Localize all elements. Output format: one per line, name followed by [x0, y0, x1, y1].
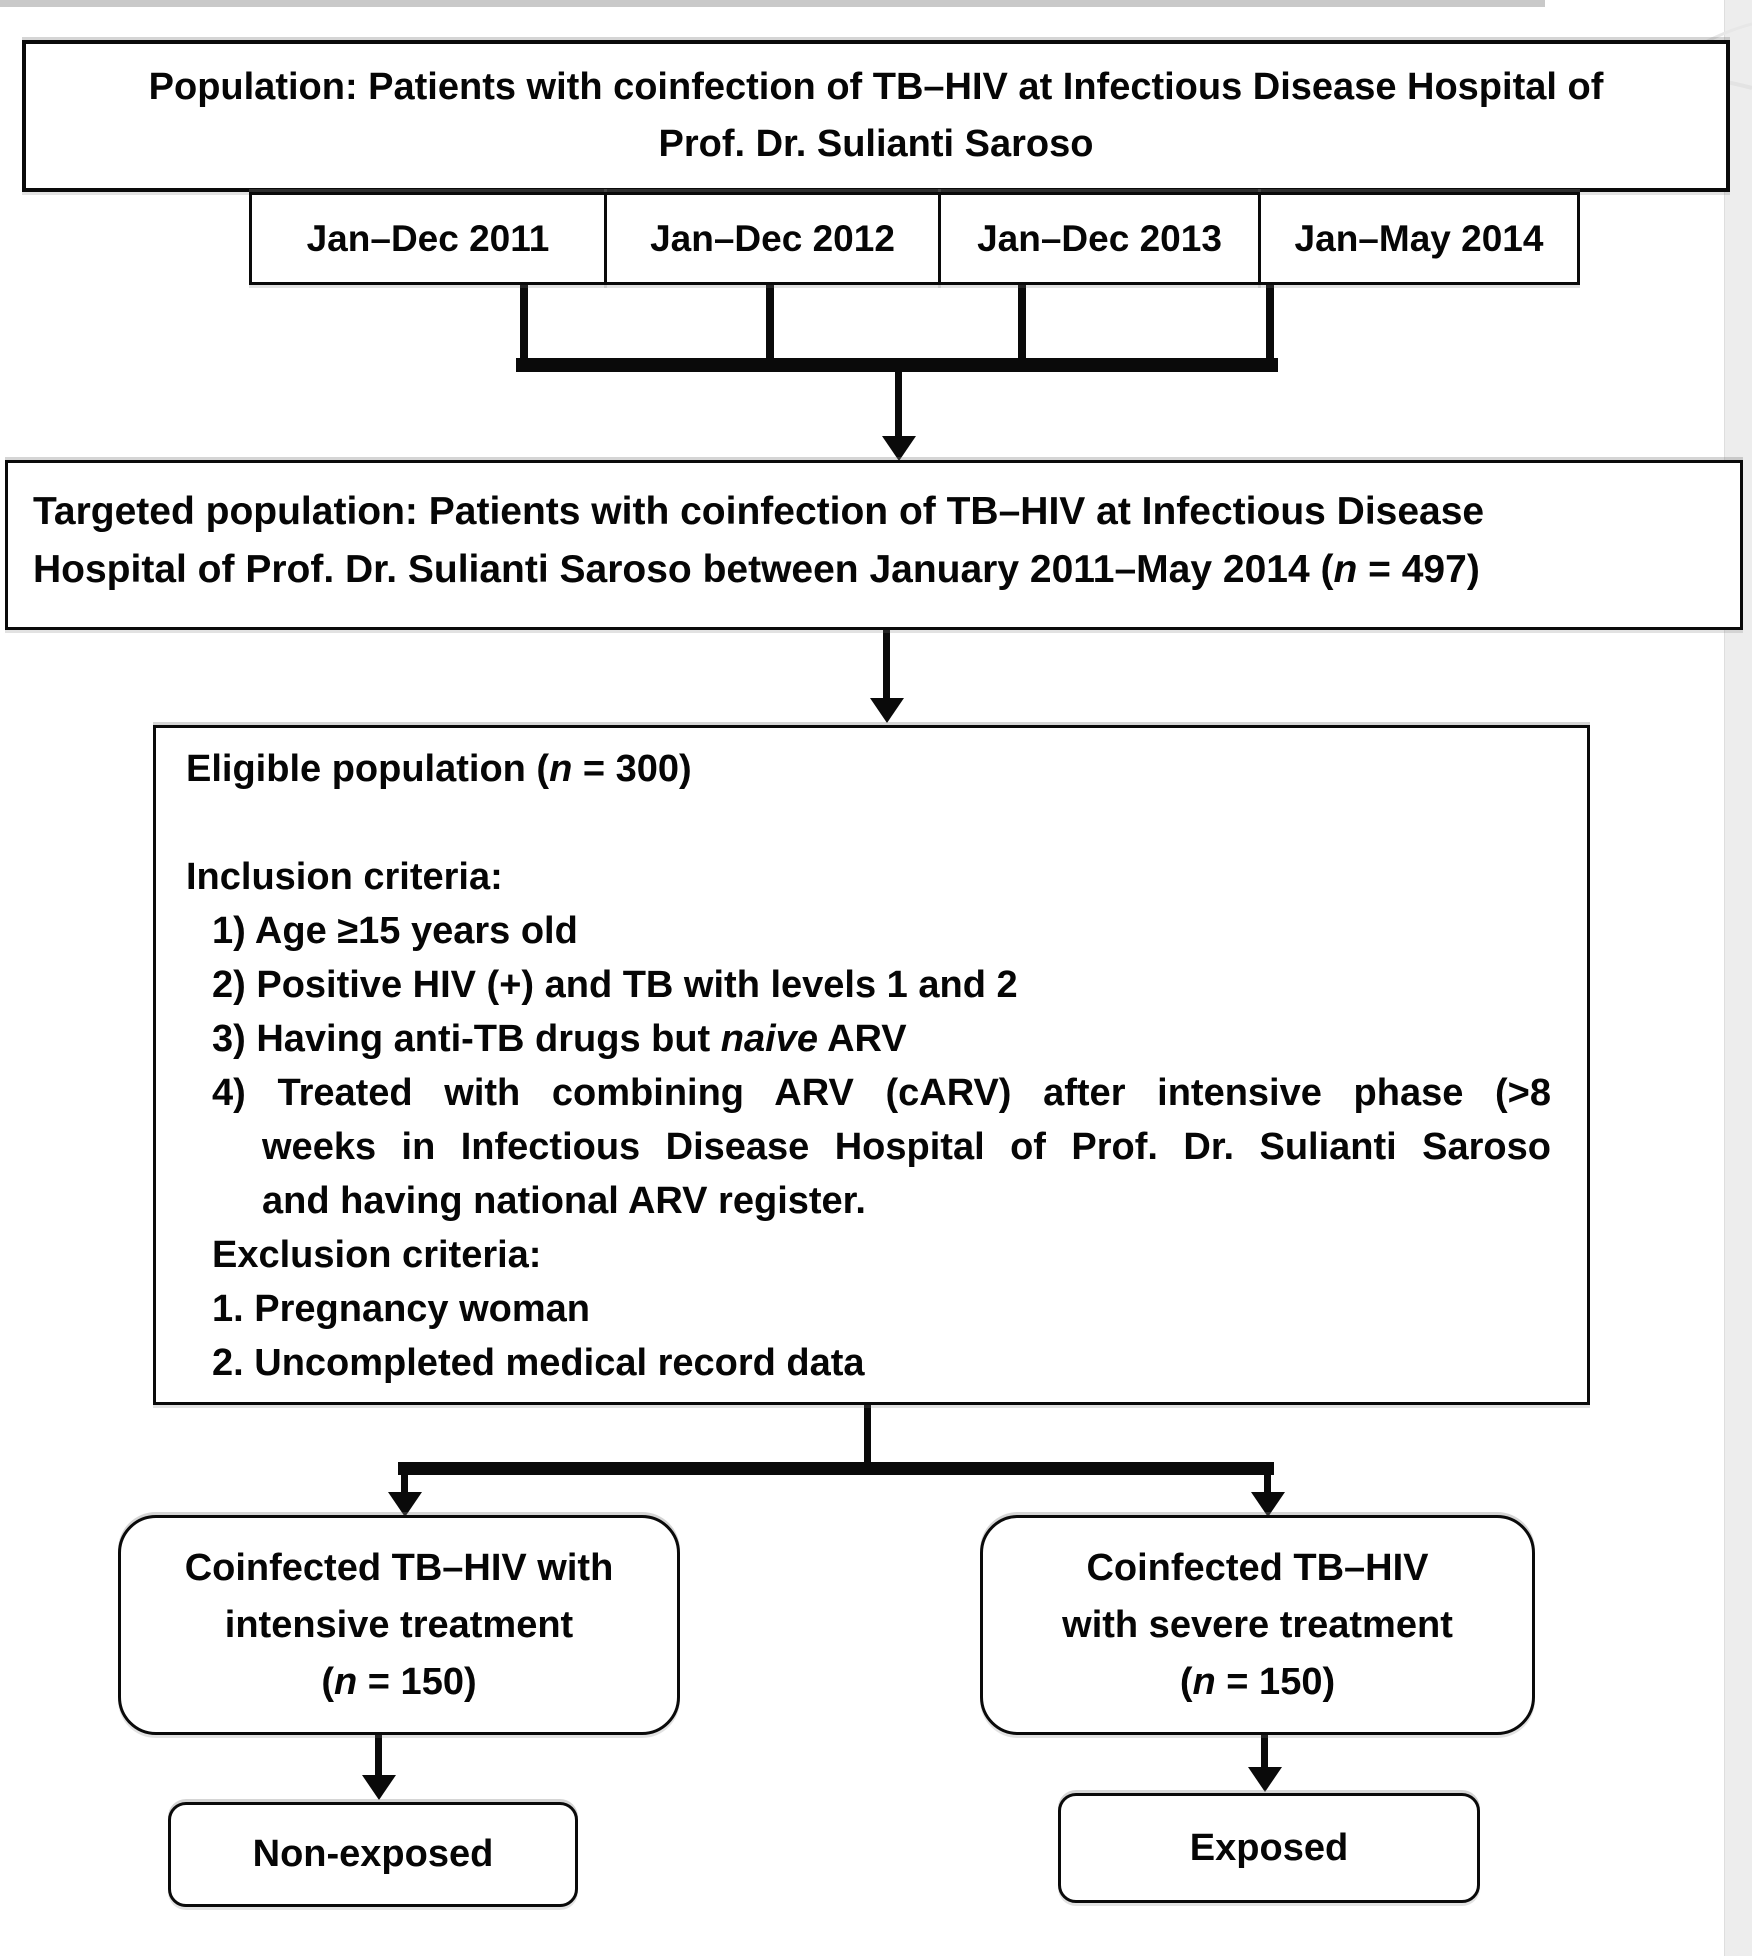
severe-line-2: with severe treatment [1062, 1603, 1453, 1646]
period-cell-2014 [1258, 192, 1580, 285]
exclusion-heading: Exclusion criteria: [212, 1234, 542, 1276]
arrow-to-nonexposed-head [362, 1775, 396, 1800]
period-label: Jan–May 2014 [1294, 217, 1544, 259]
arrow-to-eligible-head [870, 698, 904, 723]
inclusion-item-4-line-2: weeks in Infectious Disease Hospital of Prof. Dr. Sulianti Saroso [262, 1126, 1551, 1168]
inclusion-item-4-line-3: and having national ARV register. [262, 1180, 866, 1222]
non-exposed-box [168, 1802, 578, 1907]
targeted-line-2: Hospital of Prof. Dr. Sulianti Saroso between January 2011–May 2014 (n = 497) [33, 548, 1480, 591]
population-line-2: Prof. Dr. Sulianti Saroso [658, 123, 1094, 165]
arrow-to-targeted-head [882, 436, 916, 461]
n-variable: n [334, 1660, 358, 1703]
severe-treatment-box [980, 1515, 1535, 1735]
bracket-tick-4 [1266, 285, 1274, 362]
period-label: Jan–Dec 2011 [306, 217, 550, 259]
branch-left-head [388, 1492, 422, 1517]
n-variable: n [1192, 1660, 1216, 1703]
period-cell-2011 [249, 192, 607, 285]
scan-margin-strip [1724, 0, 1752, 1956]
eligible-population-box [153, 725, 1590, 1405]
targeted-line-1: Targeted population: Patients with coinfection of TB–HIV at Infectious Disease [33, 490, 1485, 533]
branch-bar [398, 1462, 1274, 1475]
branch-right-head [1251, 1492, 1285, 1517]
intensive-line-2: intensive treatment [224, 1603, 574, 1646]
period-label: Jan–Dec 2012 [650, 217, 895, 259]
naive-italic: naive [720, 1018, 818, 1060]
inclusion-item-1: 1) Age ≥15 years old [212, 910, 578, 952]
intensive-treatment-box [118, 1515, 680, 1735]
arrow-to-exposed-head [1248, 1767, 1282, 1792]
population-box [22, 40, 1730, 192]
exclusion-item-2: 2. Uncompleted medical record data [212, 1342, 865, 1384]
exclusion-item-1: 1. Pregnancy woman [212, 1288, 591, 1330]
period-cell-2013 [938, 192, 1261, 285]
exposed-label: Exposed [1189, 1826, 1349, 1869]
arrow-to-eligible-stem [883, 630, 890, 700]
bracket-tick-1 [520, 285, 528, 362]
n-variable: n [1333, 548, 1358, 591]
intensive-n-line: (n = 150) [321, 1660, 477, 1703]
eligible-title: Eligible population (n = 300) [186, 748, 692, 790]
arrow-to-exposed-stem [1261, 1735, 1268, 1771]
arrow-to-targeted-stem [895, 372, 902, 438]
period-cell-2012 [604, 192, 941, 285]
severe-n-line: (n = 150) [1179, 1660, 1336, 1703]
bracket-tick-2 [766, 285, 774, 362]
targeted-population-box [5, 460, 1743, 630]
exposed-box [1058, 1793, 1480, 1903]
arrow-to-nonexposed-stem [375, 1735, 382, 1777]
population-line-1: Population: Patients with coinfection of TB–HIV at Infectious Disease Hospital of [148, 66, 1604, 108]
inclusion-heading: Inclusion criteria: [186, 856, 503, 898]
period-label: Jan–Dec 2013 [977, 217, 1222, 259]
scan-edge-line [0, 0, 1545, 7]
bracket-tick-3 [1018, 285, 1026, 362]
intensive-line-1: Coinfected TB–HIV with [184, 1546, 614, 1589]
bracket-bar [516, 358, 1278, 372]
inclusion-item-4-line-1: 4) Treated with combining ARV (cARV) after intensive phase (>8 [212, 1072, 1551, 1114]
n-variable: n [549, 748, 573, 790]
inclusion-item-2: 2) Positive HIV (+) and TB with levels 1 and 2 [212, 964, 1018, 1006]
inclusion-item-3: 3) Having anti-TB drugs but naive ARV [212, 1018, 907, 1060]
non-exposed-label: Non-exposed [252, 1833, 494, 1875]
severe-line-1: Coinfected TB–HIV [1086, 1546, 1429, 1589]
branch-stem [864, 1405, 871, 1462]
